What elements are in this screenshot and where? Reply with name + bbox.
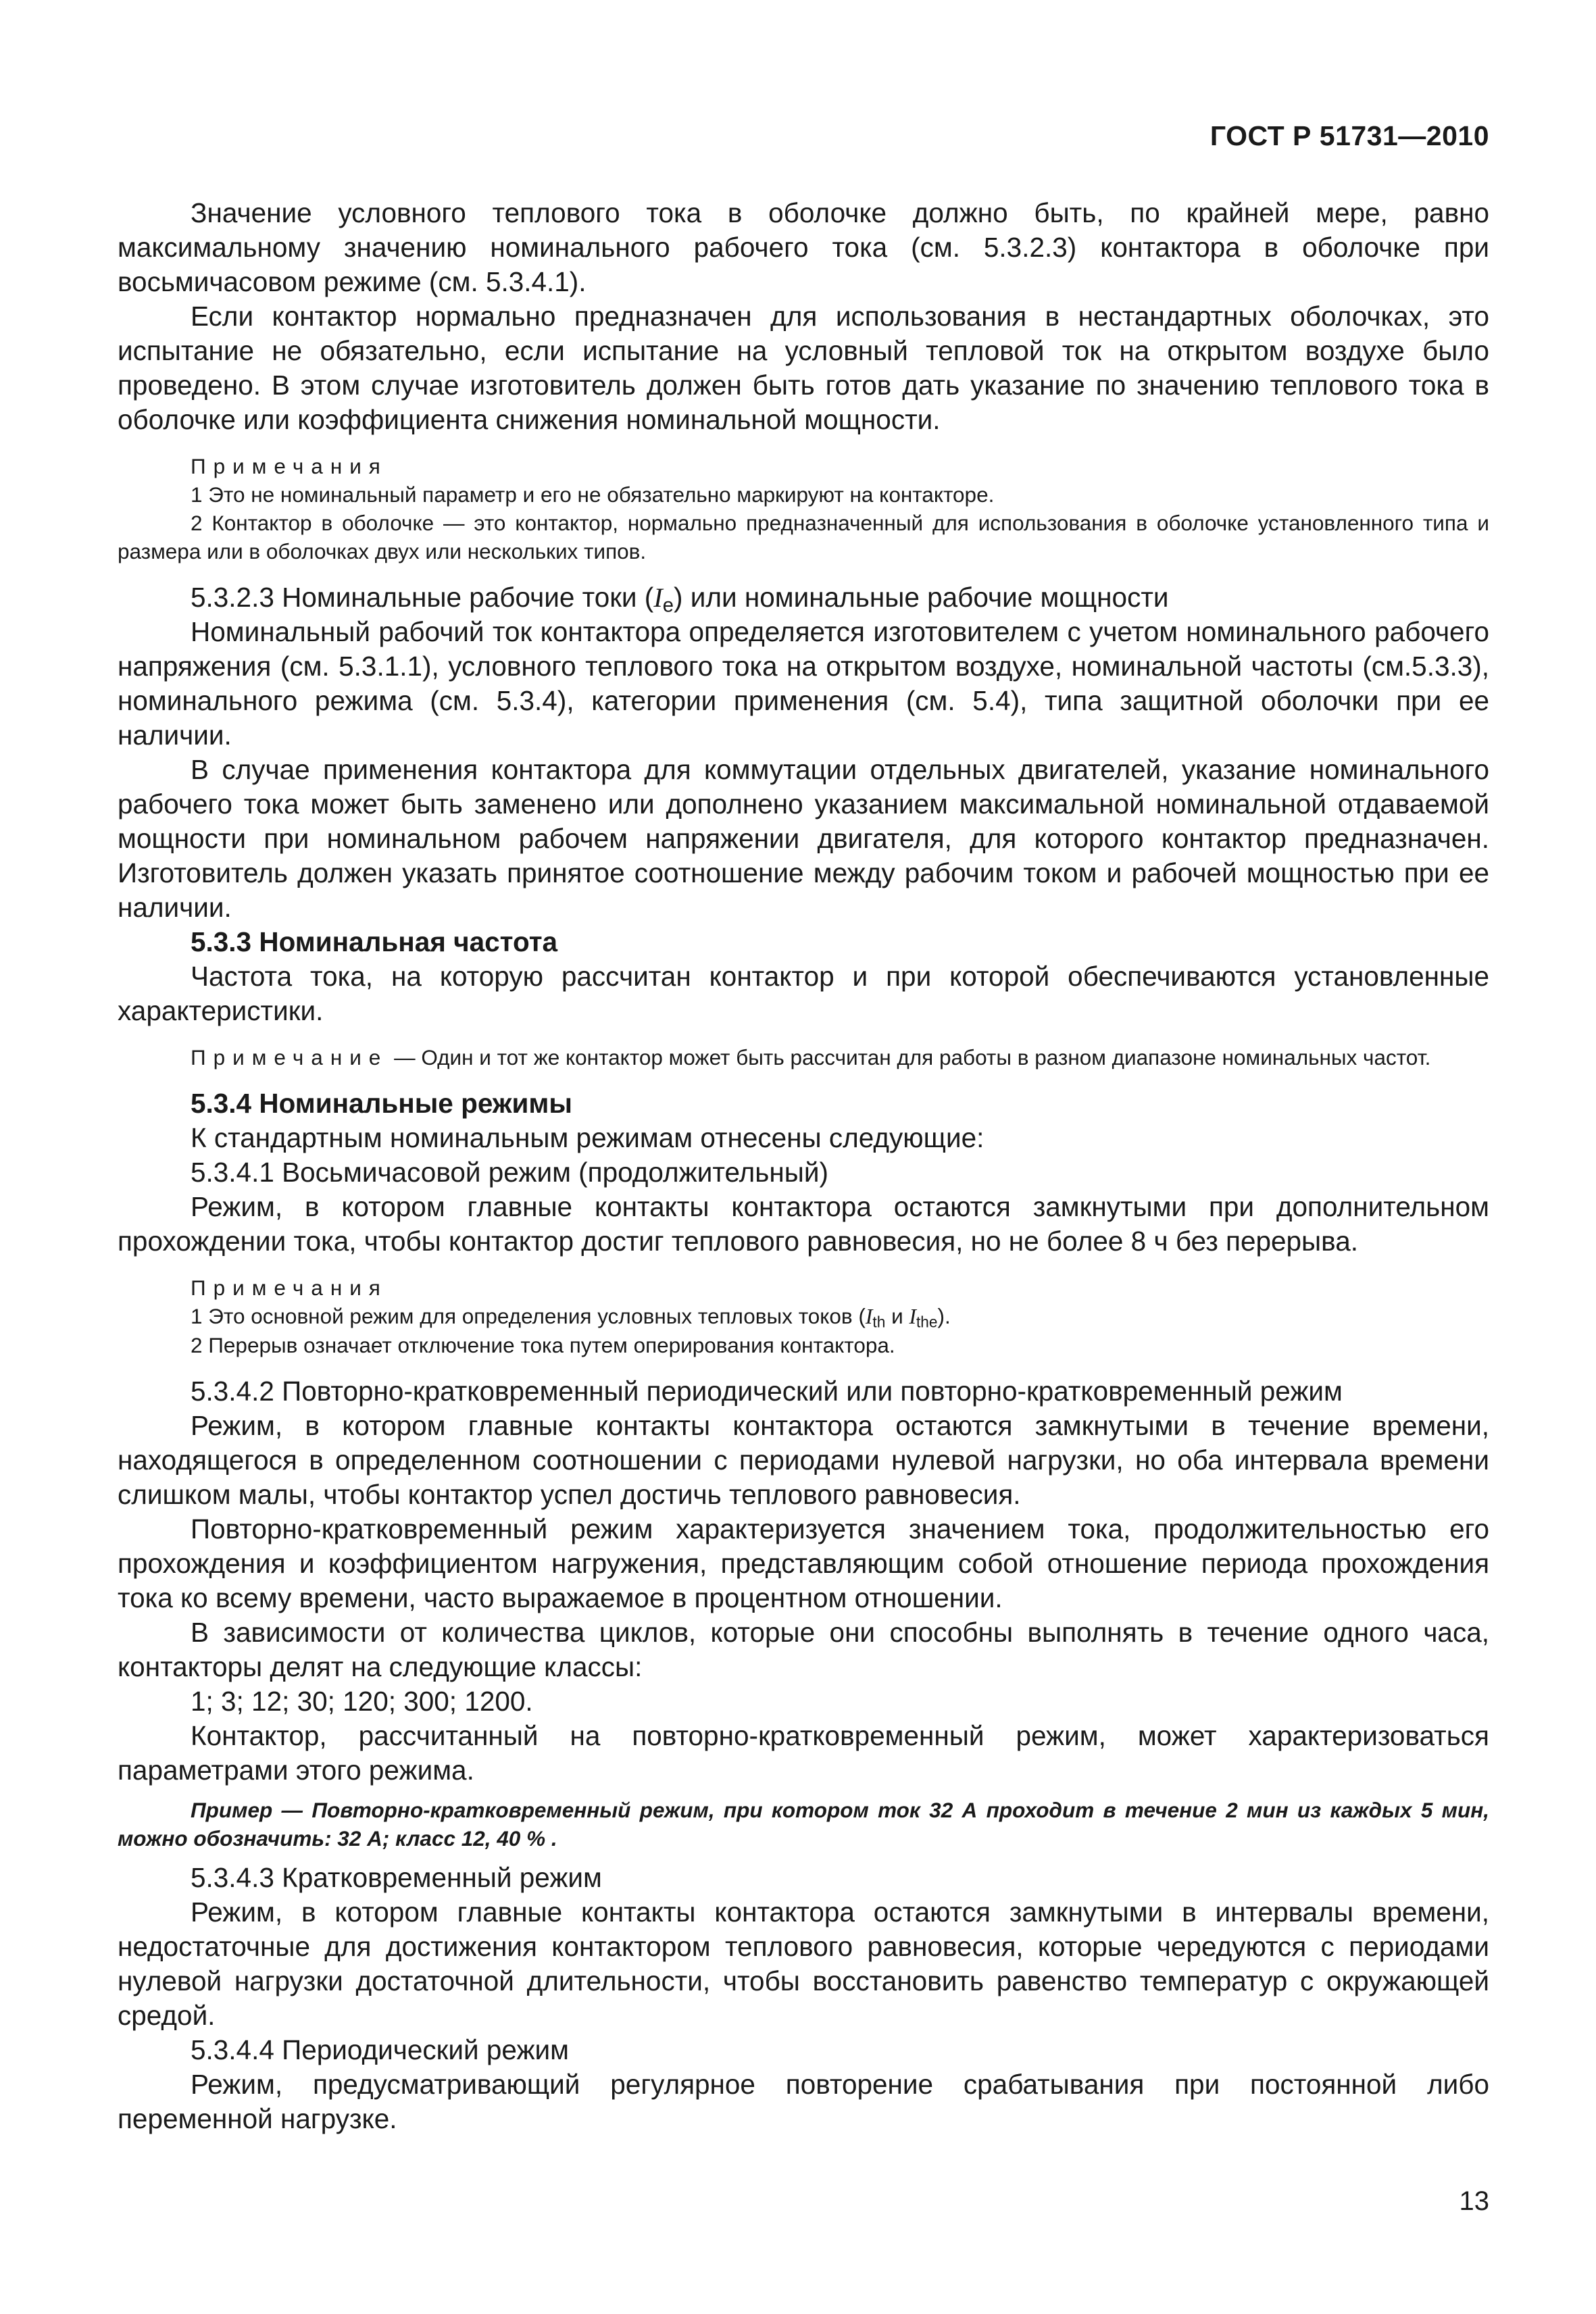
paragraph-nonstandard-enclosure: Если контактор нормально предназначен для использования в нестандартных оболочках, это испытание не обязательно, если испытание на условный тепловой ток на открытом воздухе было проведено. В этом случае изготовитель должен быть готов дать указание по значению теплового тока в оболочке или коэффициента снижения номинальной мощности. [118,301,1489,435]
paragraph-rated-frequency: Частота тока, на которую рассчитан контактор и при которой обеспечиваются установленные характеристики. [118,961,1489,1026]
notes-title: Примечания [191,454,388,478]
page-body [118,196,1489,2136]
note-item: 1 Это основной режим для определения условных тепловых токов ($I_{th}$ и $I_{the}$). [191,1304,951,1331]
paragraph-standard-duties: К стандартным номинальным режимам отнесены следующие: [191,1122,984,1153]
subsection-5-3-4-2-heading: 5.3.4.2 Повторно-кратковременный периодический или повторно-кратковременный режим [191,1376,1343,1407]
paragraph-class-list: 1; 3; 12; 30; 120; 300; 1200. [191,1686,533,1717]
notes-block-2 [118,1274,1489,1359]
note-item: 1 Это не номинальный параметр и его не обязательно маркируют на контакторе. [191,482,995,507]
subsection-5-3-2-3-heading: 5.3.2.3 Номинальные рабочие токи $(I_e)$ или номинальные рабочие мощности [191,582,1169,617]
section-5-3-3-heading: 5.3.3 Номинальная частота [191,926,558,957]
paragraph-cycle-classes: В зависимости от количества циклов, которые они способны выполнять в течение одного часа, контакторы делят на следующие классы: [118,1617,1489,1682]
note-frequency: Примечание — Один и тот же контактор может быть рассчитан для работы в разном диапазоне номинальных частот. [191,1045,1431,1070]
paragraph-intermittent-characteristics: Повторно-кратковременный режим характеризуется значением тока, продолжительностью его прохождения и коэффициентом нагружения, представляющим собой отношение периода прохождения тока ко всему времени, часто выражаемое в процентном отношении. [118,1513,1489,1613]
paragraph-motor-switching: В случае применения контактора для коммутации отдельных двигателей, указание номинального рабочего тока может быть заменено или дополнено указанием максимальной номинальной отдаваемой мощности при номинальном рабочем напряжении двигателя, для которого контактор предназначен. Изготовитель должен указать принятое соотношение между рабочим током и рабочей мощностью при ее наличии. [118,754,1489,923]
notes-block-1 [118,452,1489,565]
paragraph-enclosure-current: Значение условного теплового тока в оболочке должно быть, по крайней мере, равно максимальному значению номинального рабочего тока (см. 5.3.2.3) контактора в оболочке при восьмичасовом режиме (см. 5.3.4.1). [118,197,1489,297]
paragraph-eight-hour-duty: Режим, в котором главные контакты контактора остаются замкнутыми при дополнительном прохождении тока, чтобы контактор достиг теплового равновесия, но не более 8 ч без перерыва. [118,1191,1489,1257]
paragraph-intermittent-duty: Режим, в котором главные контакты контактора остаются замкнутыми в течение времени, находящегося в определенном соотношении с периодами нулевой нагрузки, но оба интервала времени слишком малы, чтобы контактор успел достичь теплового равновесия. [118,1410,1489,1510]
paragraph-intermittent-parameters: Контактор, рассчитанный на повторно-кратковременный режим, может характеризоваться параметрами этого режима. [118,1720,1489,1786]
section-5-3-4-heading: 5.3.4 Номинальные режимы [191,1088,572,1119]
example-intermittent: Пример — Повторно-кратковременный режим, при котором ток 32 А проходит в течение 2 мин из каждых 5 мин, можно обозначить: 32 А; класс 12, 40 % . [118,1798,1489,1851]
notes-title: Примечания [191,1276,388,1300]
subsection-5-3-4-1-heading: 5.3.4.1 Восьмичасовой режим (продолжительный) [191,1157,828,1188]
subsection-5-3-4-4-heading: 5.3.4.4 Периодический режим [191,2034,570,2065]
page-number: 13 [1459,2186,1489,2216]
note-item: 2 Перерыв означает отключение тока путем оперирования контактора. [191,1333,895,1357]
subsection-5-3-4-3-heading: 5.3.4.3 Кратковременный режим [191,1862,602,1893]
standard-code-header: ГОСТ Р 51731—2010 [1210,120,1489,151]
note-item: 2 Контактор в оболочке — это контактор, нормально предназначенный для использования в оболочке установленного типа и размера или в оболочках двух или нескольких типов. [118,511,1489,563]
paragraph-periodic-duty: Режим, предусматривающий регулярное повторение срабатывания при постоянной либо переменной нагрузке. [118,2069,1489,2134]
paragraph-short-time-duty: Режим, в котором главные контакты контактора остаются замкнутыми в интервалы времени, недостаточные для достижения контактором теплового равновесия, которые чередуются с периодами нулевой нагрузки достаточной длительности, чтобы восстановить равенство температур с окружающей средой. [118,1896,1489,2031]
paragraph-rated-current: Номинальный рабочий ток контактора определяется изготовителем с учетом номинального рабочего напряжения (см. 5.3.1.1), условного теплового тока на открытом воздухе, номинальной частоты (см.5.3.3), номинального режима (см. 5.3.4), категории применения (см. 5.4), типа защитной оболочки при ее наличии. [118,616,1489,751]
